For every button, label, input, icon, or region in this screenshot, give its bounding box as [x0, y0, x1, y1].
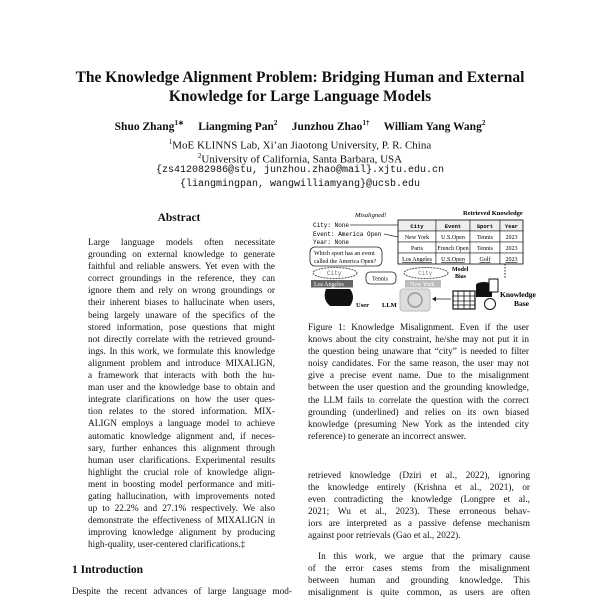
- user-head-icon: [325, 289, 353, 306]
- knowledge-base-icon: [453, 279, 498, 310]
- question-line: called the America Open?: [314, 259, 377, 265]
- title-line: Knowledge for Large Language Models: [168, 88, 432, 105]
- text-line: Large language models often necessitate: [88, 238, 275, 248]
- table-value: U.S.Open: [441, 257, 465, 263]
- llm-cloud-label: City: [418, 270, 433, 277]
- text-line: faithful and reliable answers. Yet even with the: [88, 262, 275, 273]
- text-line: not directly correlate with the retrieved ground-: [88, 334, 275, 345]
- author: Shuo Zhang$^{1∗}$: [114, 119, 184, 133]
- text-line: tion relates to the stored information. MIX-: [88, 407, 275, 418]
- text-line: man user and the knowledge base to obtain and: [88, 383, 275, 394]
- llm-value: New York: [410, 282, 435, 288]
- figure-caption: [308, 322, 529, 443]
- text-line: the LLM fails to correlate the question with the correct: [308, 395, 529, 406]
- text-line: 2021; Wu et al., 2023). These erroneous behav-: [308, 507, 530, 518]
- text-line: grounding on external knowledge to generate: [88, 250, 275, 261]
- author: Liangming Pan$^2$: [198, 119, 278, 133]
- table-header: Sport: [476, 223, 494, 230]
- text-line: ment in boosting model performance and miti-: [88, 479, 275, 490]
- text-line: give a precise event name. Due to the misalignment: [308, 371, 529, 382]
- misaligned-label: Misaligned!: [355, 212, 387, 219]
- text-line: reference) to generate an incorrect answer.: [308, 431, 466, 442]
- section-heading: 1 Introduction: [72, 564, 144, 576]
- text-line: their inherent biases to hallucinate when users,: [88, 298, 275, 309]
- text-line: In this work, we argue that the primary cause: [318, 551, 530, 562]
- table-value: Tennis: [477, 235, 493, 241]
- abstract-body: [88, 237, 275, 551]
- table-value: Los Angeles: [402, 257, 432, 263]
- paper-title: [0, 68, 600, 106]
- knowledge-base-label: Knowledge: [500, 290, 536, 299]
- user-label: User: [356, 302, 369, 309]
- text-line: sary, further enhances this alignment through: [88, 443, 275, 454]
- retrieved-knowledge-label: Retrieved Knowledge: [463, 210, 523, 217]
- text-line: noisy candidates. For the same reason, the user may not: [308, 359, 529, 370]
- table-value: New York: [404, 235, 430, 241]
- text-line: even contradicting the knowledge (Longpre et al.,: [308, 495, 530, 506]
- text-line: between the user question and the grounding knowledge,: [308, 383, 529, 394]
- table-header: Year: [504, 223, 519, 230]
- user-value: Los Angeles: [314, 282, 344, 288]
- text-line: high-quality, user-centered clarifications.‡: [88, 540, 246, 551]
- text-line: Figure 1: Knowledge Misalignment. Even if the user: [308, 323, 529, 333]
- text-line: ALIGN employs a language model to achieve: [88, 419, 275, 430]
- text-line: gating hallucination, with improvements noted: [88, 491, 275, 502]
- affiliation: $^1$MoE KLINNS Lab, Xi’an Jiaotong University, P. R. China: [168, 138, 432, 152]
- query-event: Event: America Open: [313, 231, 382, 238]
- text-line: the knowledge entirely (Krishna et al., 2021), or: [308, 483, 530, 494]
- right-body: [308, 470, 530, 599]
- text-line: grounding (underlined) and relies on its own biased: [308, 407, 529, 418]
- text-line: human user clarifications. Experimental results: [88, 455, 275, 466]
- text-line: up to 22.2% and 27.1% respectively. We also: [88, 504, 275, 515]
- answer-bubble: Tennis: [372, 276, 388, 283]
- title-line: The Knowledge Alignment Problem: Bridging Human and External: [75, 69, 525, 86]
- text-line: retrieved knowledge (Dziri et al., 2022), ignoring: [308, 471, 530, 481]
- author-list: [0, 119, 600, 133]
- text-line: ignore them and rely on wrong groundings or: [88, 286, 275, 297]
- text-line: between human and grounding knowledge. This: [308, 575, 530, 586]
- query-city: City: None: [313, 222, 350, 229]
- text-line: ings. In this work, we formulate this knowledge: [88, 346, 275, 357]
- table-value: U.S.Open: [441, 235, 465, 241]
- table-value: Paris: [411, 246, 423, 252]
- text-line: highlight the crucial role of knowledge align-: [88, 467, 275, 478]
- abstract-heading: Abstract: [157, 212, 201, 224]
- model-bias-label: Model: [452, 267, 469, 273]
- table-value: 2023: [505, 246, 518, 252]
- table-value: Tennis: [477, 246, 493, 252]
- text-line: iors are interpreted as a passive defense mechanism: [308, 519, 530, 530]
- text-line: correct groundings in the reference, they can: [88, 274, 275, 285]
- text-line: stored information, pose questions that might: [88, 322, 275, 333]
- table-header: Event: [444, 223, 462, 230]
- author: Junzhou Zhao$^{1\dagger}$: [291, 119, 370, 133]
- email: {liangmingpan, wangwilliamyang}@ucsb.edu: [179, 179, 421, 190]
- text-line: being largely unaware of the specifics of the: [88, 310, 275, 321]
- question-line: Which sport has an event: [314, 251, 375, 257]
- email: {zs412082986@stu, junzhou.zhao@mail}.xjtu.edu.cn: [155, 165, 445, 176]
- llm-label: LLM: [382, 302, 397, 309]
- knowledge-base-label: Base: [514, 299, 529, 308]
- text-line: alignment problem and introduce MIXALIGN,: [88, 358, 275, 369]
- text-line: of the error cases stems from the misalignment: [308, 563, 530, 574]
- text-line: knows about the city constraint, he/she may not put it in: [308, 335, 529, 346]
- text-line: integrate clarifications on how the user ques-: [88, 395, 275, 406]
- text-line: Despite the recent advances of large language mod-: [72, 587, 292, 597]
- author: William Yang Wang$^2$: [383, 119, 486, 133]
- text-line: knowledge (presuming New York as the intended city: [308, 419, 529, 430]
- affiliation: $^2$University of California, Santa Barbara, USA: [197, 152, 403, 166]
- text-line: against poor retrievals (Gao et al., 2022).: [308, 531, 461, 542]
- text-line: automatic knowledge alignment and, if neces-: [88, 431, 275, 442]
- table-value: Golf: [479, 257, 491, 263]
- text-line: demonstrate the effectiveness of MIXALIGN in: [88, 516, 275, 527]
- intro-body: [72, 586, 292, 598]
- figure-1: [300, 205, 550, 315]
- text-line: the question being unaware that “city” is needed to filter: [308, 347, 529, 358]
- text-line: misalignment is quite common, as users are often: [308, 587, 530, 598]
- table-header: City: [410, 223, 424, 230]
- table-value: French Open: [437, 246, 469, 252]
- query-year: Year: None: [313, 239, 350, 246]
- model-bias-label: Bias: [455, 274, 467, 280]
- text-line: a framework that interacts with both the hu-: [88, 371, 275, 382]
- text-line: improving knowledge alignment by producing: [88, 528, 275, 539]
- table-value: 2023: [505, 257, 518, 263]
- user-cloud-label: City: [327, 270, 342, 277]
- table-value: 2023: [505, 235, 518, 241]
